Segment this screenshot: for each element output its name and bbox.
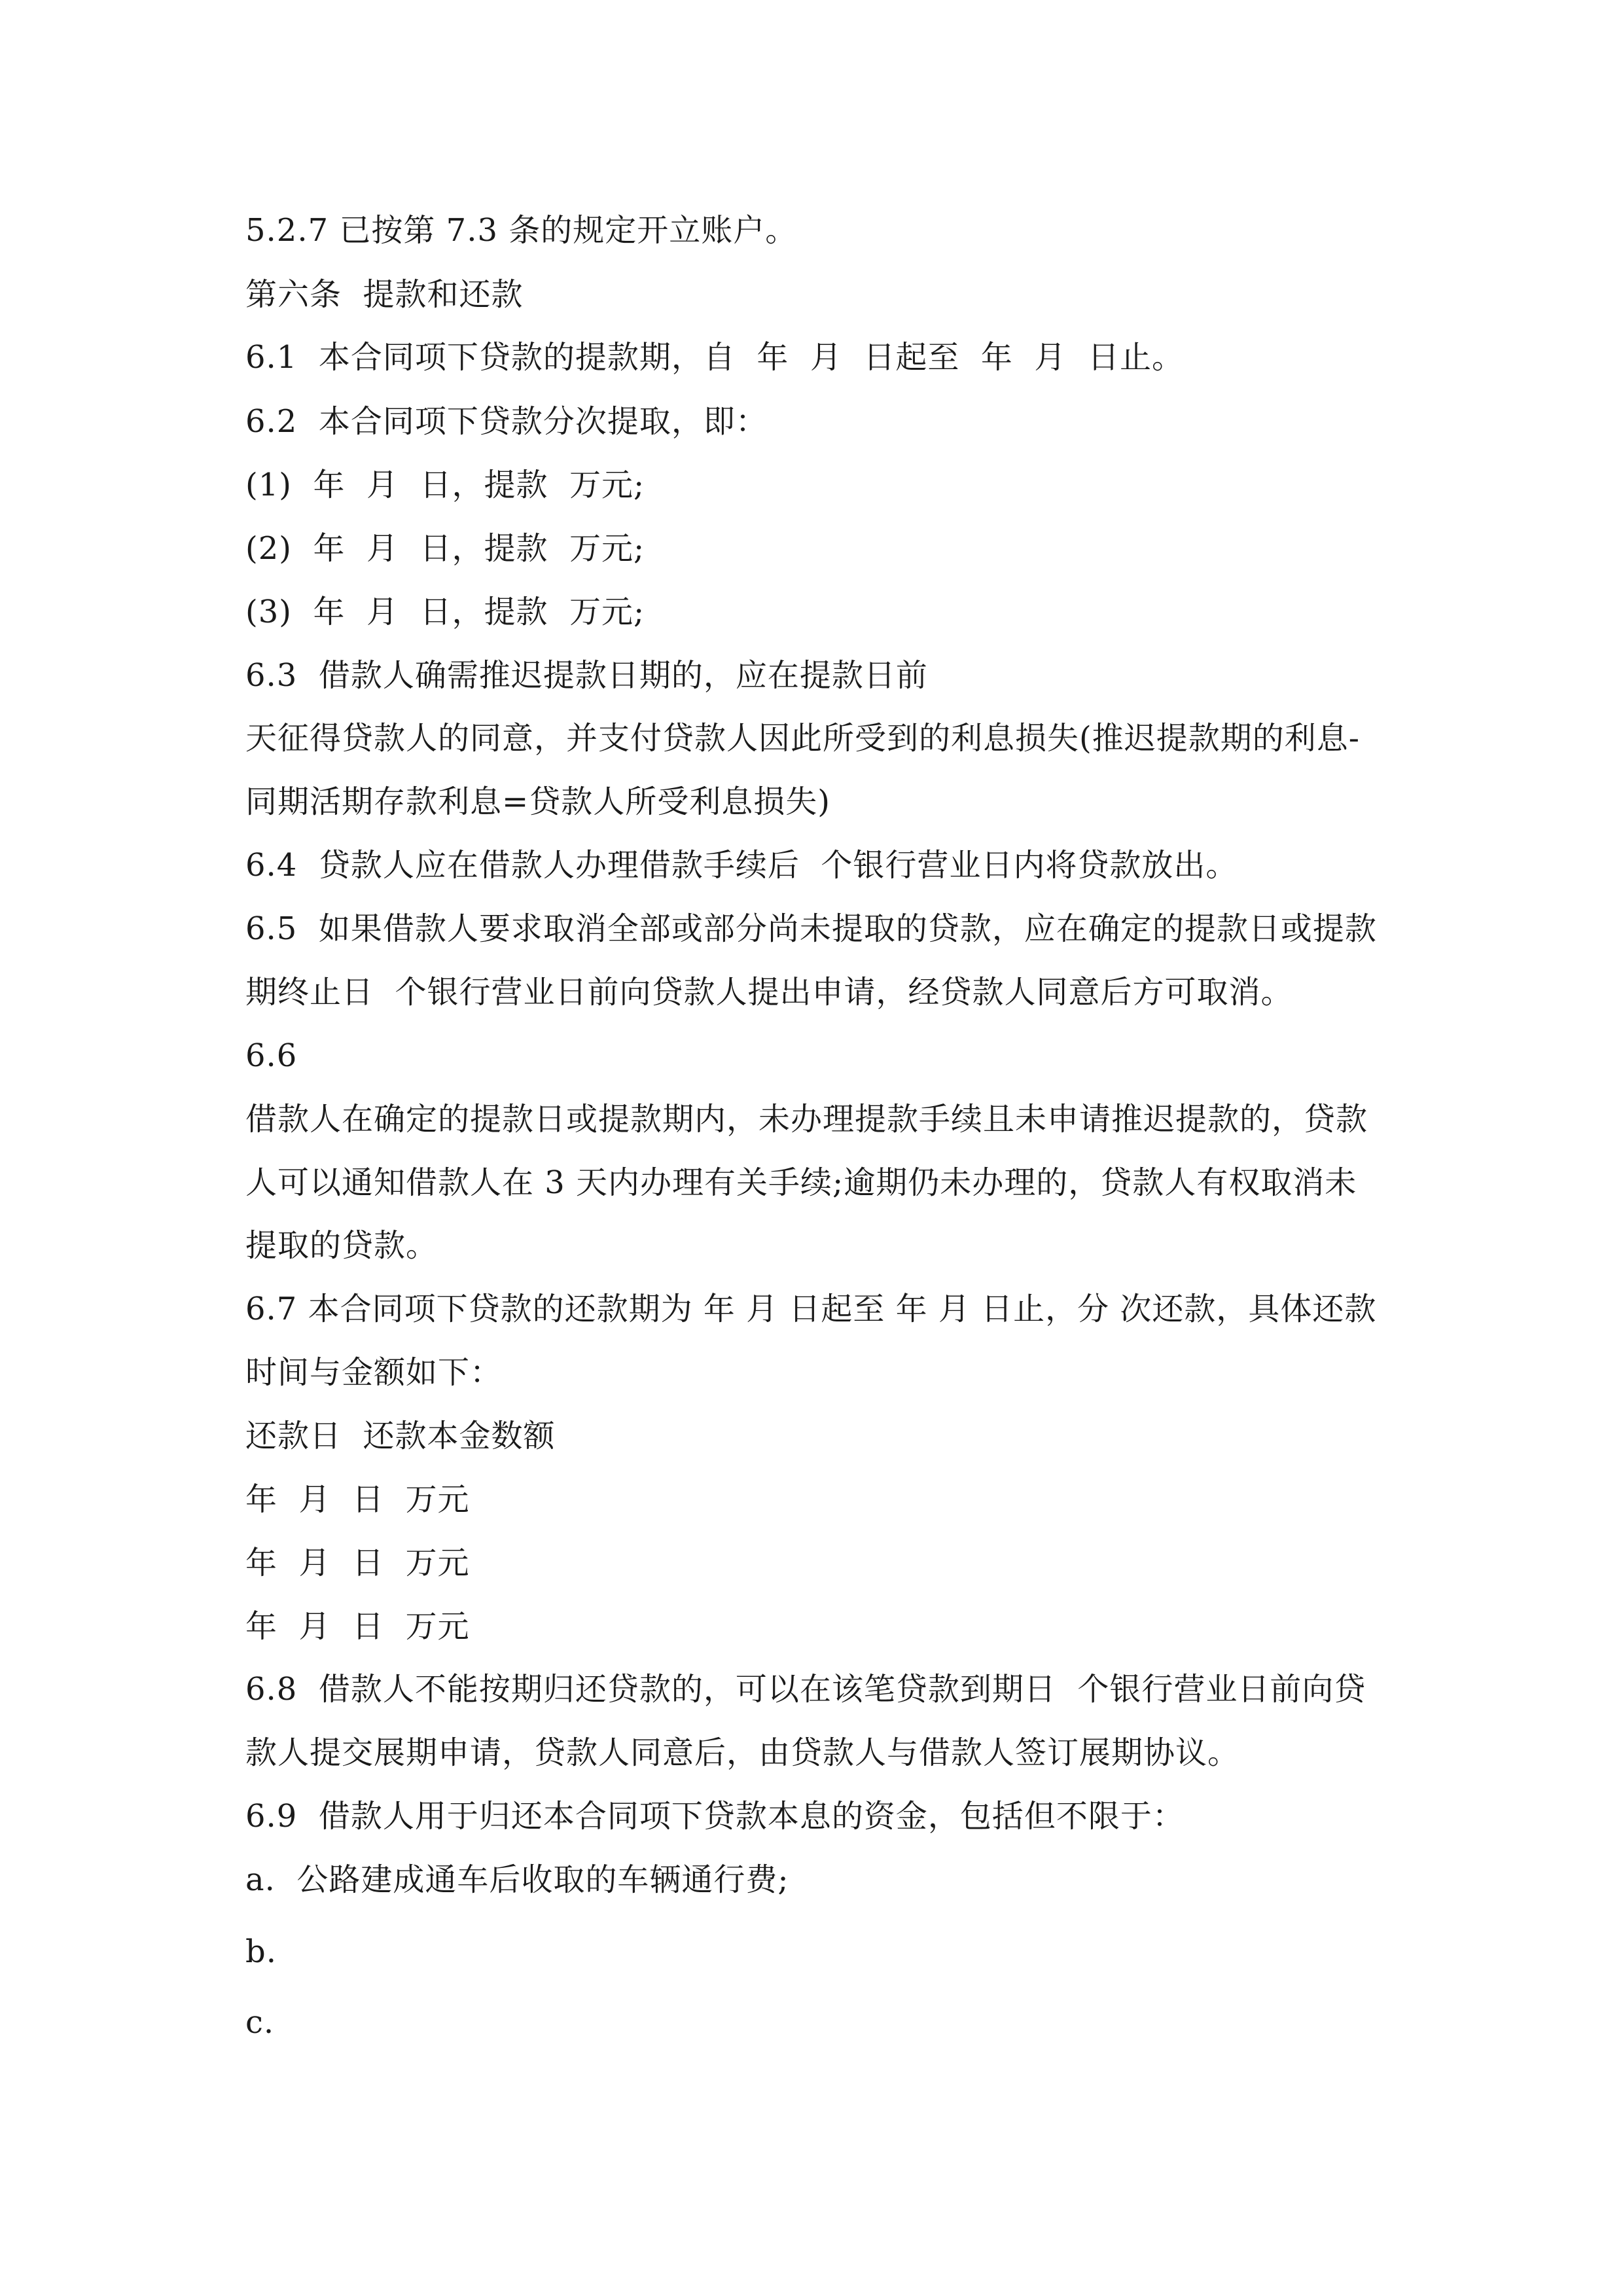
text-line: (2) 年 月 日，提款 万元;: [245, 530, 645, 567]
text-line: 6.7 本合同项下贷款的还款期为 年 月 日起至 年 月 日止，分 次还款，具体还款: [245, 1291, 1377, 1327]
text-line: 6.8 借款人不能按期归还贷款的，可以在该笔贷款到期日 个银行营业日前向贷: [245, 1671, 1366, 1708]
text-line: (1) 年 月 日，提款 万元;: [245, 467, 645, 503]
list-item: b.: [245, 1933, 277, 1970]
section-heading: 第六条 提款和还款: [245, 276, 524, 313]
text-line: (3) 年 月 日，提款 万元;: [245, 594, 645, 630]
list-item: c.: [245, 2004, 275, 2041]
text-line: 时间与金额如下：: [245, 1354, 503, 1391]
table-row: 年 月 日 万元: [245, 1608, 470, 1645]
text-line: 天征得贷款人的同意，并支付贷款人因此所受到的利息损失(推迟提款期的利息-: [245, 720, 1360, 757]
text-line: 6.2 本合同项下贷款分次提取，即：: [245, 403, 768, 440]
text-line: 6.3 借款人确需推迟提款日期的，应在提款日前: [245, 657, 928, 694]
list-item: a. 公路建成通车后收取的车辆通行费;: [245, 1861, 789, 1898]
text-line: 提取的贷款。: [245, 1227, 438, 1264]
text-line: 6.5 如果借款人要求取消全部或部分尚未提取的贷款，应在确定的提款日或提款: [245, 910, 1377, 947]
table-row: 年 月 日 万元: [245, 1481, 470, 1518]
text-line: 6.9 借款人用于归还本合同项下贷款本息的资金，包括但不限于：: [245, 1798, 1185, 1835]
text-line: 5.2.7 已按第 7.3 条的规定开立账户。: [245, 212, 798, 249]
text-line: 期终止日 个银行营业日前向贷款人提出申请，经贷款人同意后方可取消。: [245, 974, 1293, 1011]
text-line: 款人提交展期申请，贷款人同意后，由贷款人与借款人签订展期协议。: [245, 1734, 1240, 1771]
text-line: 同期活期存款利息=贷款人所受利息损失): [245, 783, 830, 820]
table-header: 还款日 还款本金数额: [245, 1418, 556, 1454]
text-line: 人可以通知借款人在 3 天内办理有关手续;逾期仍未办理的，贷款人有权取消未: [245, 1164, 1357, 1201]
text-line: 借款人在确定的提款日或提款期内，未办理提款手续且未申请推迟提款的，贷款: [245, 1101, 1368, 1138]
table-row: 年 月 日 万元: [245, 1545, 470, 1581]
text-line: 6.4 贷款人应在借款人办理借款手续后 个银行营业日内将贷款放出。: [245, 847, 1238, 884]
text-line: 6.6: [245, 1037, 298, 1074]
text-line: 6.1 本合同项下贷款的提款期，自 年 月 日起至 年 月 日止。: [245, 339, 1184, 376]
